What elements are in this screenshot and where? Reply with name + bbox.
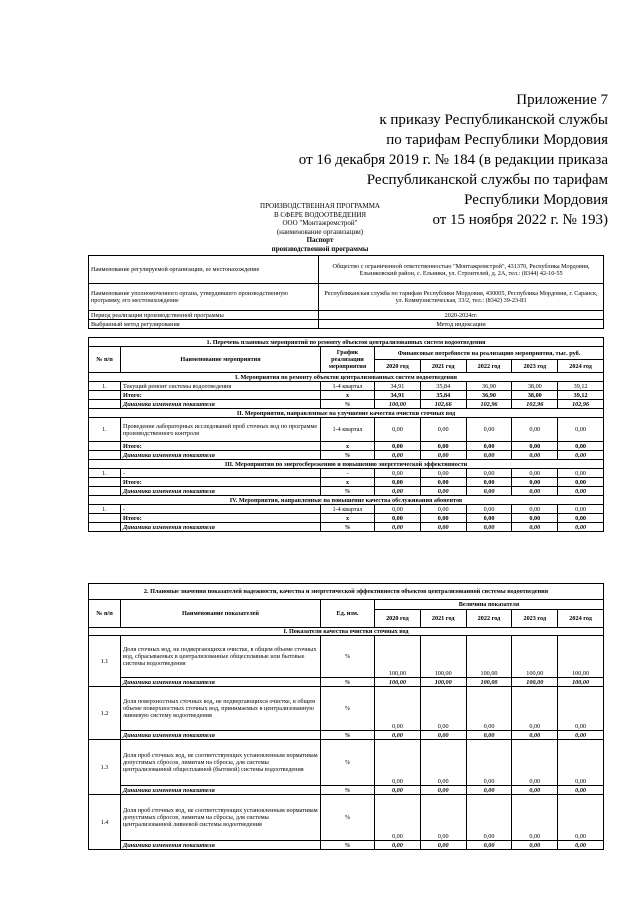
row-name: Текущий ремонт системы водоотведения — [121, 382, 321, 391]
row-value: 0,00 — [512, 487, 558, 496]
dynamics-value: 100,00 — [466, 678, 512, 687]
header-financial-needs: Финансовые потребности на реализацию мероприятия, тыс. руб. — [375, 347, 604, 360]
row-value: 0,00 — [512, 451, 558, 460]
row-value: 0,00 — [512, 523, 558, 532]
row-value: 0,00 — [466, 451, 512, 460]
table-header-row — [89, 347, 604, 360]
dynamics-value: 0,00 — [512, 841, 558, 850]
row-value: 0,00 — [512, 442, 558, 451]
table-row — [89, 400, 604, 409]
row-number — [89, 487, 121, 496]
dynamics-value: 0,00 — [466, 786, 512, 795]
header-year: 2024 год — [558, 360, 604, 373]
dynamics-value: 100,00 — [512, 678, 558, 687]
row-value: 0,00 — [420, 487, 466, 496]
dynamics-row — [89, 786, 604, 795]
row-value: 102,66 — [420, 400, 466, 409]
header-number: № п/п — [89, 600, 121, 628]
row-value: 100,00 — [466, 636, 512, 678]
row-name: Итого: — [121, 478, 321, 487]
indicator-row — [89, 687, 604, 731]
row-name: Динамика изменения показателя — [121, 487, 321, 496]
indicator-row — [89, 636, 604, 678]
section-row — [89, 496, 604, 505]
row-value: 38,00 — [512, 391, 558, 400]
row-value: 0,00 — [375, 418, 421, 442]
row-value: 0,00 — [375, 451, 421, 460]
row-number: 1. — [89, 418, 121, 442]
row-number — [89, 478, 121, 487]
header-year: 2021 год — [420, 610, 466, 628]
row-value: 0,00 — [420, 478, 466, 487]
row-value: 0,00 — [558, 469, 604, 478]
row-value: 102,96 — [558, 400, 604, 409]
passport-row — [89, 284, 604, 311]
dynamics-unit: % — [321, 786, 375, 795]
row-value: 0,00 — [512, 469, 558, 478]
row-number: 1.4 — [89, 795, 121, 850]
row-value: 0,00 — [420, 451, 466, 460]
dynamics-value: 0,00 — [375, 731, 421, 740]
appendix-line: Республиканской службы по тарифам — [366, 172, 608, 188]
row-value: 0,00 — [512, 478, 558, 487]
row-name: Проведение лабораторных исследований проб сточных вод по программе производственного контроля — [121, 418, 321, 442]
table-title-row — [89, 338, 604, 347]
row-value: 0,00 — [558, 514, 604, 523]
indicator-row — [89, 740, 604, 786]
section-title: III. Мероприятия по энергосбережению и повышению энергетической эффективности — [89, 460, 604, 469]
table-row — [89, 523, 604, 532]
row-schedule: - — [321, 469, 375, 478]
row-value: 0,00 — [420, 442, 466, 451]
row-value: 0,00 — [375, 687, 421, 731]
row-name: - — [121, 469, 321, 478]
table-row — [89, 451, 604, 460]
row-value: 0,00 — [466, 523, 512, 532]
row-unit: % — [321, 740, 375, 786]
passport-label: Наименование регулируемой организации, ее местонахождение — [89, 256, 319, 284]
dynamics-label: Динамика изменения показателя — [121, 731, 321, 740]
indicators-table — [88, 583, 604, 850]
row-value: 0,00 — [466, 469, 512, 478]
table-title: 2. Плановые значения показателей надежности, качества и энергетической эффективности объектов централизованной системы водоотведения — [89, 584, 604, 600]
dynamics-value: 0,00 — [466, 841, 512, 850]
row-value: 35,84 — [420, 382, 466, 391]
row-value: 0,00 — [420, 795, 466, 841]
dynamics-value: 0,00 — [375, 786, 421, 795]
dynamics-value: 0,00 — [558, 731, 604, 740]
header-measure-name: Наименование мероприятия — [121, 347, 321, 373]
row-value: 0,00 — [466, 418, 512, 442]
row-value: 100,00 — [512, 636, 558, 678]
row-value: 0,00 — [558, 451, 604, 460]
row-value: 100,00 — [375, 636, 421, 678]
row-name: Динамика изменения показателя — [121, 523, 321, 532]
dynamics-value: 100,00 — [420, 678, 466, 687]
dynamics-value: 0,00 — [420, 841, 466, 850]
row-value: 0,00 — [512, 795, 558, 841]
dynamics-label: Динамика изменения показателя — [121, 786, 321, 795]
passport-value: Метод индексации — [319, 320, 604, 329]
row-number — [89, 514, 121, 523]
table-row — [89, 478, 604, 487]
row-value: 0,00 — [375, 478, 421, 487]
dynamics-value: 0,00 — [558, 786, 604, 795]
table-header-row — [89, 600, 604, 610]
repair-measures-table — [88, 337, 604, 532]
dynamics-unit: % — [321, 731, 375, 740]
table-row — [89, 505, 604, 514]
row-value: 0,00 — [375, 487, 421, 496]
section-row — [89, 628, 604, 636]
row-value: 0,00 — [375, 442, 421, 451]
row-schedule: 1-4 квартал — [321, 505, 375, 514]
row-value: 0,00 — [466, 505, 512, 514]
table-row — [89, 469, 604, 478]
row-value: 0,00 — [420, 523, 466, 532]
row-value: 0,00 — [375, 523, 421, 532]
row-value: 0,00 — [558, 523, 604, 532]
row-value: 0,00 — [375, 514, 421, 523]
table-row — [89, 382, 604, 391]
row-value: 0,00 — [512, 505, 558, 514]
organization-name: ООО "Монтажремстрой" — [282, 219, 358, 227]
header-year: 2021 год — [420, 360, 466, 373]
table-row — [89, 391, 604, 400]
passport-value: 2020-2024гг. — [319, 311, 604, 320]
row-value: 0,00 — [420, 687, 466, 731]
row-value: 100,00 — [558, 636, 604, 678]
section-row — [89, 460, 604, 469]
dynamics-row — [89, 678, 604, 687]
appendix-line: Приложение 7 — [516, 92, 608, 108]
appendix-line: от 16 декабря 2019 г. № 184 (в редакции приказа — [298, 152, 608, 168]
dynamics-value: 0,00 — [420, 786, 466, 795]
row-value: 39,12 — [558, 391, 604, 400]
header-year: 2022 год — [466, 610, 512, 628]
passport-subtitle: производственной программы — [271, 244, 369, 253]
header-year: 2024 год — [558, 610, 604, 628]
dynamics-value: 0,00 — [512, 786, 558, 795]
passport-label: Период реализации производственной программы — [89, 311, 319, 320]
passport-row — [89, 311, 604, 320]
row-value: 36,90 — [466, 391, 512, 400]
row-name: Доля сточных вод, не подвергающихся очистке, в общем объеме сточных вод, сбрасываемых в централизованные общесплавные или бытовые системы водоотведения — [121, 636, 321, 678]
row-value: 35,84 — [420, 391, 466, 400]
row-value: 102,96 — [466, 400, 512, 409]
row-schedule: х — [321, 442, 375, 451]
row-value: 0,00 — [420, 514, 466, 523]
dynamics-value: 100,00 — [558, 678, 604, 687]
row-schedule: 1-4 квартал — [321, 418, 375, 442]
header-unit: Ед. изм. — [321, 600, 375, 628]
row-name: Доля проб сточных вод, не соответствующих установленным нормативам допустимых сбросов, лимитам на сбросы, для системы централизованной общесплавной (бытовой) системы водоотведения — [121, 740, 321, 786]
row-value: 0,00 — [512, 687, 558, 731]
row-value: 0,00 — [466, 442, 512, 451]
dynamics-value: 0,00 — [420, 731, 466, 740]
table-row — [89, 418, 604, 442]
row-schedule: % — [321, 400, 375, 409]
row-name: Доля проб сточных вод, не соответствующих установленным нормативам допустимых сбросов, лимитам на сбросы, для системы централизованной ливневой системы водоотведения — [121, 795, 321, 841]
row-value: 0,00 — [420, 418, 466, 442]
header-year: 2023 год — [512, 360, 558, 373]
table-row — [89, 514, 604, 523]
passport-label: Выбранный метод регулирования — [89, 320, 319, 329]
dynamics-unit: % — [321, 678, 375, 687]
row-value: 34,91 — [375, 382, 421, 391]
row-value: 0,00 — [420, 469, 466, 478]
row-value: 0,00 — [512, 418, 558, 442]
row-number: 1. — [89, 382, 121, 391]
row-value: 0,00 — [466, 478, 512, 487]
dynamics-label: Динамика изменения показателя — [121, 841, 321, 850]
section-row — [89, 409, 604, 418]
row-value: 100,00 — [375, 400, 421, 409]
appendix-line: по тарифам Республики Мордовия — [386, 132, 608, 148]
row-value: 0,00 — [466, 487, 512, 496]
passport-table — [88, 255, 604, 329]
header-indicator-value: Величина показателя — [375, 600, 604, 610]
row-schedule: х — [321, 514, 375, 523]
dynamics-value: 0,00 — [466, 731, 512, 740]
section-title: I. Мероприятия по ремонту объектов централизованных систем водоотведения — [89, 373, 604, 382]
dynamics-value: 0,00 — [512, 731, 558, 740]
row-number — [89, 442, 121, 451]
row-number — [89, 391, 121, 400]
row-value: 0,00 — [512, 740, 558, 786]
table-title: 1. Перечень плановых мероприятий по ремонту объектов централизованных систем водоотведения — [89, 338, 604, 347]
row-number — [89, 400, 121, 409]
appendix-line: от 15 ноября 2022 г. № 193) — [432, 212, 608, 228]
row-value: 34,91 — [375, 391, 421, 400]
row-value: 36,90 — [466, 382, 512, 391]
dynamics-row — [89, 841, 604, 850]
row-unit: % — [321, 687, 375, 731]
row-name: Динамика изменения показателя — [121, 400, 321, 409]
dynamics-row — [89, 731, 604, 740]
row-value: 0,00 — [558, 687, 604, 731]
row-number: 1.2 — [89, 687, 121, 740]
program-subtitle: В СФЕРЕ ВОДООТВЕДЕНИЯ — [273, 210, 367, 219]
header-indicator-name: Наименование показателей — [121, 600, 321, 628]
row-schedule: х — [321, 478, 375, 487]
row-value: 0,00 — [466, 514, 512, 523]
dynamics-label: Динамика изменения показателя — [121, 678, 321, 687]
header-year: 2023 год — [512, 610, 558, 628]
row-number: 1. — [89, 469, 121, 478]
passport-row — [89, 256, 604, 284]
header-year: 2022 год — [466, 360, 512, 373]
dynamics-value: 0,00 — [375, 841, 421, 850]
header-year: 2020 год — [375, 360, 421, 373]
section-row — [89, 373, 604, 382]
header-schedule: График реализации мероприятия — [321, 347, 375, 373]
header-year: 2020 год — [375, 610, 421, 628]
row-value: 0,00 — [420, 505, 466, 514]
appendix-line: к приказу Республиканской службы — [379, 112, 608, 128]
dynamics-value: 0,00 — [558, 841, 604, 850]
row-schedule: 1-4 квартал — [321, 382, 375, 391]
section-title: IV. Мероприятия, направленные на повышение качества обслуживания абонентов — [89, 496, 604, 505]
row-value: 0,00 — [375, 795, 421, 841]
row-schedule: % — [321, 523, 375, 532]
row-value: 39,12 — [558, 382, 604, 391]
row-number: 1. — [89, 505, 121, 514]
row-number — [89, 451, 121, 460]
row-name: - — [121, 505, 321, 514]
passport-row — [89, 320, 604, 329]
row-value: 100,00 — [420, 636, 466, 678]
row-schedule: х — [321, 391, 375, 400]
passport-value: Республиканская служба по тарифам Республики Мордовия, 430005, Республика Мордовия, г. Саранск, ул. Коммунистическая, 33/2, тел.: (8342) 39-23-83 — [319, 284, 604, 311]
row-value: 0,00 — [375, 469, 421, 478]
row-number: 1.3 — [89, 740, 121, 795]
row-value: 0,00 — [558, 740, 604, 786]
table-row — [89, 487, 604, 496]
row-unit: % — [321, 795, 375, 841]
row-value: 0,00 — [558, 795, 604, 841]
row-unit: % — [321, 636, 375, 678]
section-title: I. Показатели качества очистки сточных вод — [89, 628, 604, 636]
row-value: 0,00 — [375, 740, 421, 786]
row-name: Итого: — [121, 442, 321, 451]
row-value: 0,00 — [466, 795, 512, 841]
indicator-row — [89, 795, 604, 841]
row-value: 0,00 — [466, 740, 512, 786]
row-value: 0,00 — [420, 740, 466, 786]
row-number — [89, 523, 121, 532]
dynamics-value: 100,00 — [375, 678, 421, 687]
row-schedule: % — [321, 487, 375, 496]
row-value: 0,00 — [558, 478, 604, 487]
header-number: № п/п — [89, 347, 121, 373]
passport-title: Паспорт — [306, 236, 334, 244]
appendix-line: Республики Мордовия — [464, 192, 608, 208]
section-title: II. Мероприятия, направленные на улучшение качества очистки сточных вод — [89, 409, 604, 418]
row-name: Доля поверхностных сточных вод, не подвергающихся очистке, в общем объеме поверхностных сточных вод, принимаемых в централизованную ливневую систему водоотведения — [121, 687, 321, 731]
row-value: 0,00 — [558, 442, 604, 451]
program-title: ПРОИЗВОДСТВЕННАЯ ПРОГРАММА — [260, 202, 380, 210]
dynamics-unit: % — [321, 841, 375, 850]
organization-caption: (наименование организации) — [276, 227, 364, 236]
row-value: 0,00 — [375, 505, 421, 514]
row-value: 0,00 — [558, 418, 604, 442]
table-row — [89, 442, 604, 451]
passport-value: Общество с ограниченной ответственностью "Монтажремстрой", 431370, Республика Мордовия, Ельниковский район, с. Ельники, ул. Строителей, д. 2А, тел.: (8344) 42-10-55 — [319, 256, 604, 284]
row-schedule: % — [321, 451, 375, 460]
row-value: 0,00 — [558, 505, 604, 514]
table-title-row — [89, 584, 604, 600]
row-value: 0,00 — [512, 514, 558, 523]
row-name: Итого: — [121, 514, 321, 523]
row-name: Итого: — [121, 391, 321, 400]
row-name: Динамика изменения показателя — [121, 451, 321, 460]
row-value: 0,00 — [466, 687, 512, 731]
row-number: 1.1 — [89, 636, 121, 687]
program-heading — [0, 202, 640, 253]
passport-label: Наименование уполномоченного органа, утвердившего производственную программу, его местонахождение — [89, 284, 319, 311]
row-value: 38,00 — [512, 382, 558, 391]
row-value: 0,00 — [558, 487, 604, 496]
row-value: 102,96 — [512, 400, 558, 409]
